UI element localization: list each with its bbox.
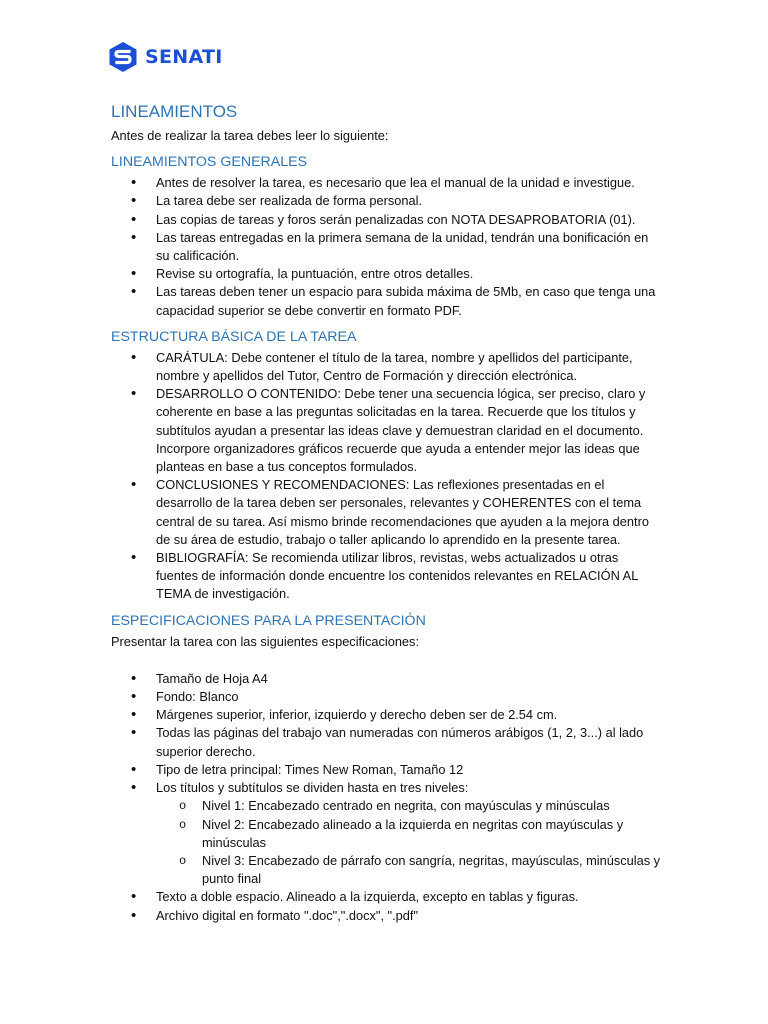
list-item: • Revise su ortografía, la puntuación, entre otros detalles.: [111, 265, 661, 283]
list-item: • Tamaño de Hoja A4: [111, 670, 661, 688]
senati-logo: [107, 41, 223, 73]
list-item: • Todas las páginas del trabajo van numeradas con números arábigos (1, 2, 3...) al lado superior derecho.: [111, 724, 661, 760]
generales-list: [111, 174, 661, 320]
logo-text: SENATI: [145, 46, 223, 68]
page-title: LINEAMIENTOS: [111, 102, 238, 121]
list-item: • Antes de resolver la tarea, es necesario que lea el manual de la unidad e investigue.: [111, 174, 661, 192]
especificaciones-intro: Presentar la tarea con las siguientes especificaciones:: [111, 633, 420, 649]
senati-logo-icon: [107, 41, 139, 73]
intro-text: Antes de realizar la tarea debes leer lo siguiente:: [111, 128, 389, 143]
list-item: • DESARROLLO O CONTENIDO: Debe tener una secuencia lógica, ser preciso, claro y coherente en base a las preguntas solicitadas en la tarea. Recuerde que los títulos y subtítulos ayudan a presentar las ideas clave y demuestran claridad en el documento. Incorpore organizadores gráficos recuerde que ayuda a entender mejor las ideas que planteas en base a tus conceptos formulados.: [111, 385, 661, 476]
list-item: • CONCLUSIONES Y RECOMENDACIONES: Las reflexiones presentadas en el desarrollo de la tarea deben ser personales, relevantes y COHERENTES con el tema central de su tarea. Así mismo brinde recomendaciones que ayuden a la mejora dentro de su área de estudio, trabajo o taller aplicando lo aprendido en la presente tarea.: [111, 476, 661, 549]
sublist-item: o Nivel 1: Encabezado centrado en negrita, con mayúsculas y minúsculas: [111, 797, 661, 815]
niveles-sublist: [111, 797, 661, 888]
list-item: • CARÁTULA: Debe contener el título de la tarea, nombre y apellidos del participante, nombre y apellidos del Tutor, Centro de Formación y dirección electrónica.: [111, 349, 661, 385]
list-item: • BIBLIOGRAFÍA: Se recomienda utilizar libros, revistas, webs actualizados u otras fuentes de información donde encuentre los contenidos relevantes en RELACIÓN AL TEMA de investigación.: [111, 549, 661, 604]
list-item: • Texto a doble espacio. Alineado a la izquierda, excepto en tablas y figuras.: [111, 888, 661, 906]
list-item: • Fondo: Blanco: [111, 688, 661, 706]
list-item: • Tipo de letra principal: Times New Roman, Tamaño 12: [111, 761, 661, 779]
sublist-item: o Nivel 2: Encabezado alineado a la izquierda en negritas con mayúsculas y minúsculas: [111, 816, 661, 852]
especificaciones-list-continued: [111, 888, 661, 924]
list-item: • Márgenes superior, inferior, izquierdo y derecho deben ser de 2.54 cm.: [111, 706, 661, 724]
list-item: • Las copias de tareas y foros serán penalizadas con NOTA DESAPROBATORIA (01).: [111, 211, 661, 229]
list-item: • Los títulos y subtítulos se dividen hasta en tres niveles:: [111, 779, 661, 797]
sublist-item: o Nivel 3: Encabezado de párrafo con sangría, negritas, mayúsculas, minúsculas y punto final: [111, 852, 661, 888]
especificaciones-list: [111, 670, 661, 797]
document-content: [111, 101, 661, 925]
list-item: • Archivo digital en formato ".doc",".docx", ".pdf": [111, 907, 661, 925]
section-heading-estructura: ESTRUCTURA BÁSICA DE LA TAREA: [111, 328, 357, 345]
list-item: • Las tareas entregadas en la primera semana de la unidad, tendrán una bonificación en su calificación.: [111, 229, 661, 265]
estructura-list: [111, 349, 661, 604]
section-heading-generales: LINEAMIENTOS GENERALES: [111, 154, 308, 171]
list-item: • Las tareas deben tener un espacio para subida máxima de 5Mb, en caso que tenga una capacidad superior se debe convertir en formato PDF.: [111, 283, 661, 319]
spacer: [111, 651, 661, 670]
section-heading-especificaciones: ESPECIFICACIONES PARA LA PRESENTACIÓN: [111, 612, 426, 629]
list-item: • La tarea debe ser realizada de forma personal.: [111, 192, 661, 210]
